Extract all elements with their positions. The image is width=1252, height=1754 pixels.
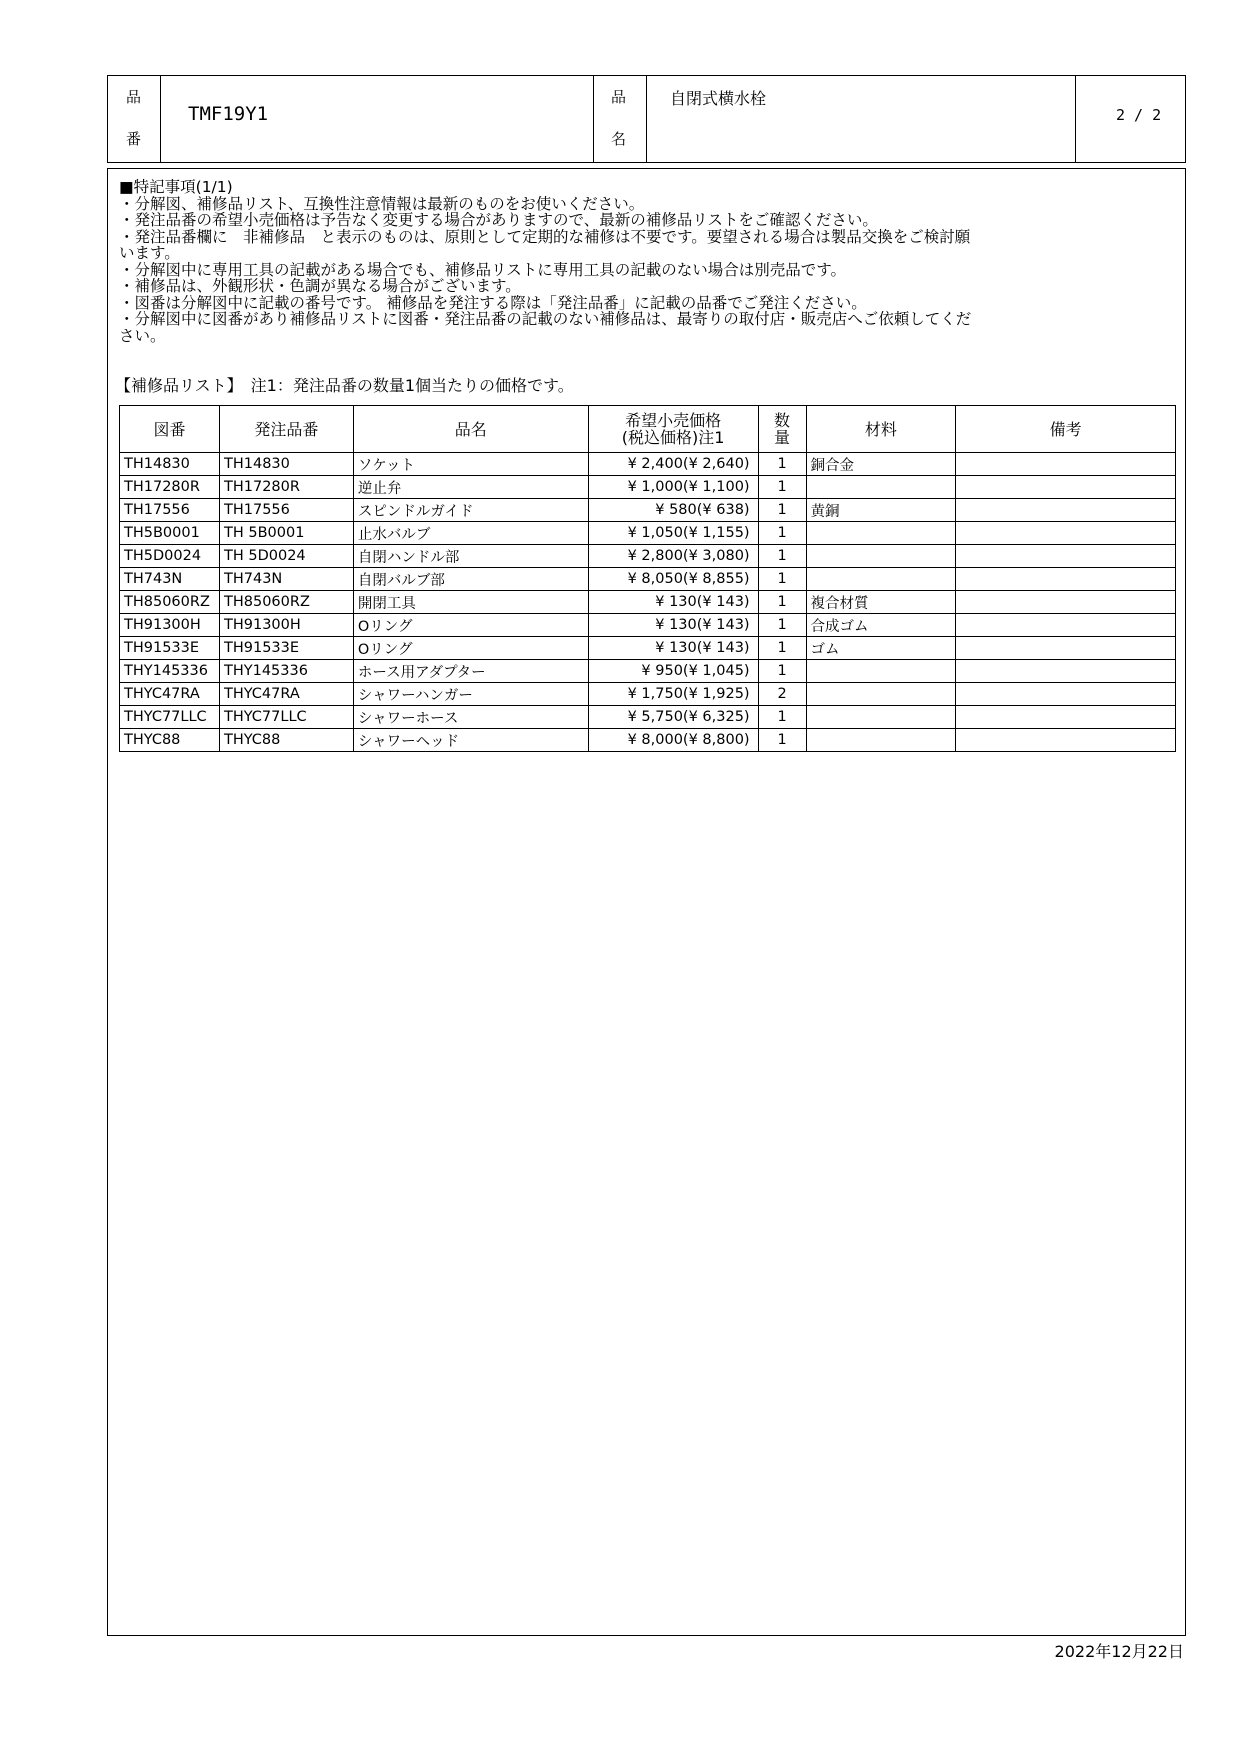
cell-item-name: 自閉バルブ部 bbox=[353, 568, 588, 591]
cell-remarks bbox=[956, 545, 1176, 568]
cell-material bbox=[806, 476, 956, 499]
cell-material bbox=[806, 568, 956, 591]
header-divider bbox=[160, 76, 161, 162]
cell-order-number: THYC88 bbox=[219, 729, 353, 752]
header-price bbox=[588, 406, 758, 453]
cell-price: ¥ 1,000(¥ 1,100) bbox=[588, 476, 758, 499]
cell-item-name: ソケット bbox=[353, 453, 588, 476]
table-row bbox=[120, 614, 1176, 637]
parts-table-body bbox=[120, 453, 1176, 752]
cell-zuban: TH14830 bbox=[120, 453, 220, 476]
cell-zuban: THYC88 bbox=[120, 729, 220, 752]
cell-remarks bbox=[956, 614, 1176, 637]
cell-quantity: 1 bbox=[758, 706, 806, 729]
table-row bbox=[120, 476, 1176, 499]
cell-price: ¥ 1,750(¥ 1,925) bbox=[588, 683, 758, 706]
header-price-line1: 希望小売価格 bbox=[625, 411, 722, 430]
cell-remarks bbox=[956, 568, 1176, 591]
document-header bbox=[107, 75, 1186, 163]
cell-item-name: 逆止弁 bbox=[353, 476, 588, 499]
cell-order-number: TH91300H bbox=[219, 614, 353, 637]
cell-quantity: 1 bbox=[758, 522, 806, 545]
hinmei-label-top: 品 bbox=[611, 88, 627, 106]
notes-line: ・分解図中に専用工具の記載がある場合でも、補修品リストに専用工具の記載のない場合は別売品です。 bbox=[119, 260, 846, 279]
notes-line: ・補修品は、外観形状・色調が異なる場合がございます。 bbox=[119, 277, 521, 295]
cell-zuban: TH85060RZ bbox=[120, 591, 220, 614]
cell-item-name: シャワーヘッド bbox=[353, 729, 588, 752]
cell-material bbox=[806, 683, 956, 706]
cell-order-number: TH91533E bbox=[219, 637, 353, 660]
cell-remarks bbox=[956, 660, 1176, 683]
cell-quantity: 1 bbox=[758, 499, 806, 522]
table-row bbox=[120, 453, 1176, 476]
cell-order-number: THYC47RA bbox=[219, 683, 353, 706]
cell-item-name: シャワーハンガー bbox=[353, 683, 588, 706]
table-row bbox=[120, 499, 1176, 522]
cell-zuban: TH5B0001 bbox=[120, 522, 220, 545]
cell-price: ¥ 130(¥ 143) bbox=[588, 637, 758, 660]
cell-quantity: 1 bbox=[758, 591, 806, 614]
cell-quantity: 1 bbox=[758, 545, 806, 568]
cell-quantity: 1 bbox=[758, 660, 806, 683]
cell-quantity: 1 bbox=[758, 637, 806, 660]
table-row bbox=[120, 683, 1176, 706]
cell-zuban: THYC47RA bbox=[120, 683, 220, 706]
cell-price: ¥ 8,000(¥ 8,800) bbox=[588, 729, 758, 752]
notes-line: ・発注品番欄に 非補修品 と表示のものは、原則として定期的な補修は不要です。要望される場合は製品交換をご検討願 bbox=[119, 227, 971, 246]
hinban-label-bottom: 番 bbox=[126, 130, 142, 148]
special-notes bbox=[119, 179, 1179, 344]
table-header-row bbox=[120, 406, 1176, 453]
cell-zuban: TH5D0024 bbox=[120, 545, 220, 568]
cell-item-name: Oリング bbox=[353, 614, 588, 637]
cell-order-number: TH 5B0001 bbox=[219, 522, 353, 545]
cell-zuban: THY145336 bbox=[120, 660, 220, 683]
cell-zuban: TH91300H bbox=[120, 614, 220, 637]
cell-remarks bbox=[956, 453, 1176, 476]
table-row bbox=[120, 545, 1176, 568]
cell-item-name: ホース用アダプター bbox=[353, 660, 588, 683]
cell-remarks bbox=[956, 683, 1176, 706]
header-qty-line2: 量 bbox=[774, 428, 791, 447]
header-divider bbox=[593, 76, 594, 162]
header-item-name: 品名 bbox=[353, 406, 588, 453]
cell-order-number: TH 5D0024 bbox=[219, 545, 353, 568]
cell-material bbox=[806, 729, 956, 752]
product-number: TMF19Y1 bbox=[188, 103, 269, 125]
header-divider bbox=[646, 76, 647, 162]
notes-title: ■特記事項(1/1) bbox=[119, 178, 233, 196]
cell-remarks bbox=[956, 706, 1176, 729]
table-row bbox=[120, 591, 1176, 614]
cell-material: 黄銅 bbox=[806, 499, 956, 522]
table-row bbox=[120, 568, 1176, 591]
cell-price: ¥ 8,050(¥ 8,855) bbox=[588, 568, 758, 591]
document-body bbox=[107, 168, 1186, 1636]
cell-price: ¥ 130(¥ 143) bbox=[588, 614, 758, 637]
cell-order-number: TH743N bbox=[219, 568, 353, 591]
cell-zuban: THYC77LLC bbox=[120, 706, 220, 729]
cell-price: ¥ 580(¥ 638) bbox=[588, 499, 758, 522]
issue-date: 2022年12月22日 bbox=[1054, 1642, 1184, 1661]
cell-material bbox=[806, 522, 956, 545]
table-row bbox=[120, 637, 1176, 660]
header-qty-line1: 数 bbox=[774, 411, 791, 430]
cell-zuban: TH17556 bbox=[120, 499, 220, 522]
cell-material bbox=[806, 660, 956, 683]
cell-item-name: Oリング bbox=[353, 637, 588, 660]
cell-order-number: THY145336 bbox=[219, 660, 353, 683]
cell-material: 複合材質 bbox=[806, 591, 956, 614]
table-row bbox=[120, 706, 1176, 729]
cell-remarks bbox=[956, 522, 1176, 545]
cell-remarks bbox=[956, 729, 1176, 752]
parts-list-title: 【補修品リスト】 注1：発注品番の数量1個当たりの価格です。 bbox=[115, 376, 574, 395]
notes-line: ・分解図、補修品リスト、互換性注意情報は最新のものをお使いください。 bbox=[119, 194, 645, 213]
cell-quantity: 1 bbox=[758, 476, 806, 499]
cell-quantity: 1 bbox=[758, 729, 806, 752]
cell-zuban: TH17280R bbox=[120, 476, 220, 499]
cell-order-number: TH14830 bbox=[219, 453, 353, 476]
notes-line: ・発注品番の希望小売価格は予告なく変更する場合がありますので、最新の補修品リストをご確認ください。 bbox=[119, 211, 878, 229]
cell-zuban: TH743N bbox=[120, 568, 220, 591]
cell-price: ¥ 5,750(¥ 6,325) bbox=[588, 706, 758, 729]
cell-remarks bbox=[956, 591, 1176, 614]
cell-material: 銅合金 bbox=[806, 453, 956, 476]
cell-remarks bbox=[956, 637, 1176, 660]
header-divider bbox=[1075, 76, 1076, 162]
cell-quantity: 2 bbox=[758, 683, 806, 706]
parts-table bbox=[119, 405, 1176, 752]
cell-price: ¥ 130(¥ 143) bbox=[588, 591, 758, 614]
table-row bbox=[120, 660, 1176, 683]
cell-price: ¥ 950(¥ 1,045) bbox=[588, 660, 758, 683]
cell-item-name: スピンドルガイド bbox=[353, 499, 588, 522]
cell-item-name: 開閉工具 bbox=[353, 591, 588, 614]
cell-quantity: 1 bbox=[758, 568, 806, 591]
cell-item-name: シャワーホース bbox=[353, 706, 588, 729]
header-zuban: 図番 bbox=[120, 406, 220, 453]
cell-zuban: TH91533E bbox=[120, 637, 220, 660]
cell-material bbox=[806, 545, 956, 568]
cell-material: 合成ゴム bbox=[806, 614, 956, 637]
cell-order-number: TH85060RZ bbox=[219, 591, 353, 614]
cell-item-name: 止水バルブ bbox=[353, 522, 588, 545]
cell-order-number: THYC77LLC bbox=[219, 706, 353, 729]
header-quantity bbox=[758, 406, 806, 453]
header-material: 材料 bbox=[806, 406, 956, 453]
cell-quantity: 1 bbox=[758, 614, 806, 637]
cell-order-number: TH17280R bbox=[219, 476, 353, 499]
cell-item-name: 自閉ハンドル部 bbox=[353, 545, 588, 568]
header-remarks: 備考 bbox=[956, 406, 1176, 453]
cell-price: ¥ 2,800(¥ 3,080) bbox=[588, 545, 758, 568]
page-number: 2 / 2 bbox=[1116, 106, 1162, 124]
header-order-number: 発注品番 bbox=[219, 406, 353, 453]
product-name: 自閉式横水栓 bbox=[670, 89, 767, 108]
cell-remarks bbox=[956, 476, 1176, 499]
hinmei-label-bottom: 名 bbox=[611, 130, 627, 148]
header-price-line2: (税込価格)注1 bbox=[621, 428, 725, 447]
cell-order-number: TH17556 bbox=[219, 499, 353, 522]
notes-line: さい。 bbox=[119, 326, 166, 345]
cell-quantity: 1 bbox=[758, 453, 806, 476]
cell-price: ¥ 2,400(¥ 2,640) bbox=[588, 453, 758, 476]
cell-price: ¥ 1,050(¥ 1,155) bbox=[588, 522, 758, 545]
cell-material: ゴム bbox=[806, 637, 956, 660]
notes-line: ・分解図中に図番があり補修品リストに図番・発注品番の記載のない補修品は、最寄りの取付店・販売店へご依頼してくだ bbox=[119, 310, 972, 328]
table-row bbox=[120, 522, 1176, 545]
cell-remarks bbox=[956, 499, 1176, 522]
cell-material bbox=[806, 706, 956, 729]
hinban-label-top: 品 bbox=[126, 88, 142, 106]
notes-line: います。 bbox=[119, 244, 180, 262]
table-row bbox=[120, 729, 1176, 752]
notes-line: ・図番は分解図中に記載の番号です。 補修品を発注する際は「発注品番」に記載の品番でご発注ください。 bbox=[119, 293, 867, 312]
